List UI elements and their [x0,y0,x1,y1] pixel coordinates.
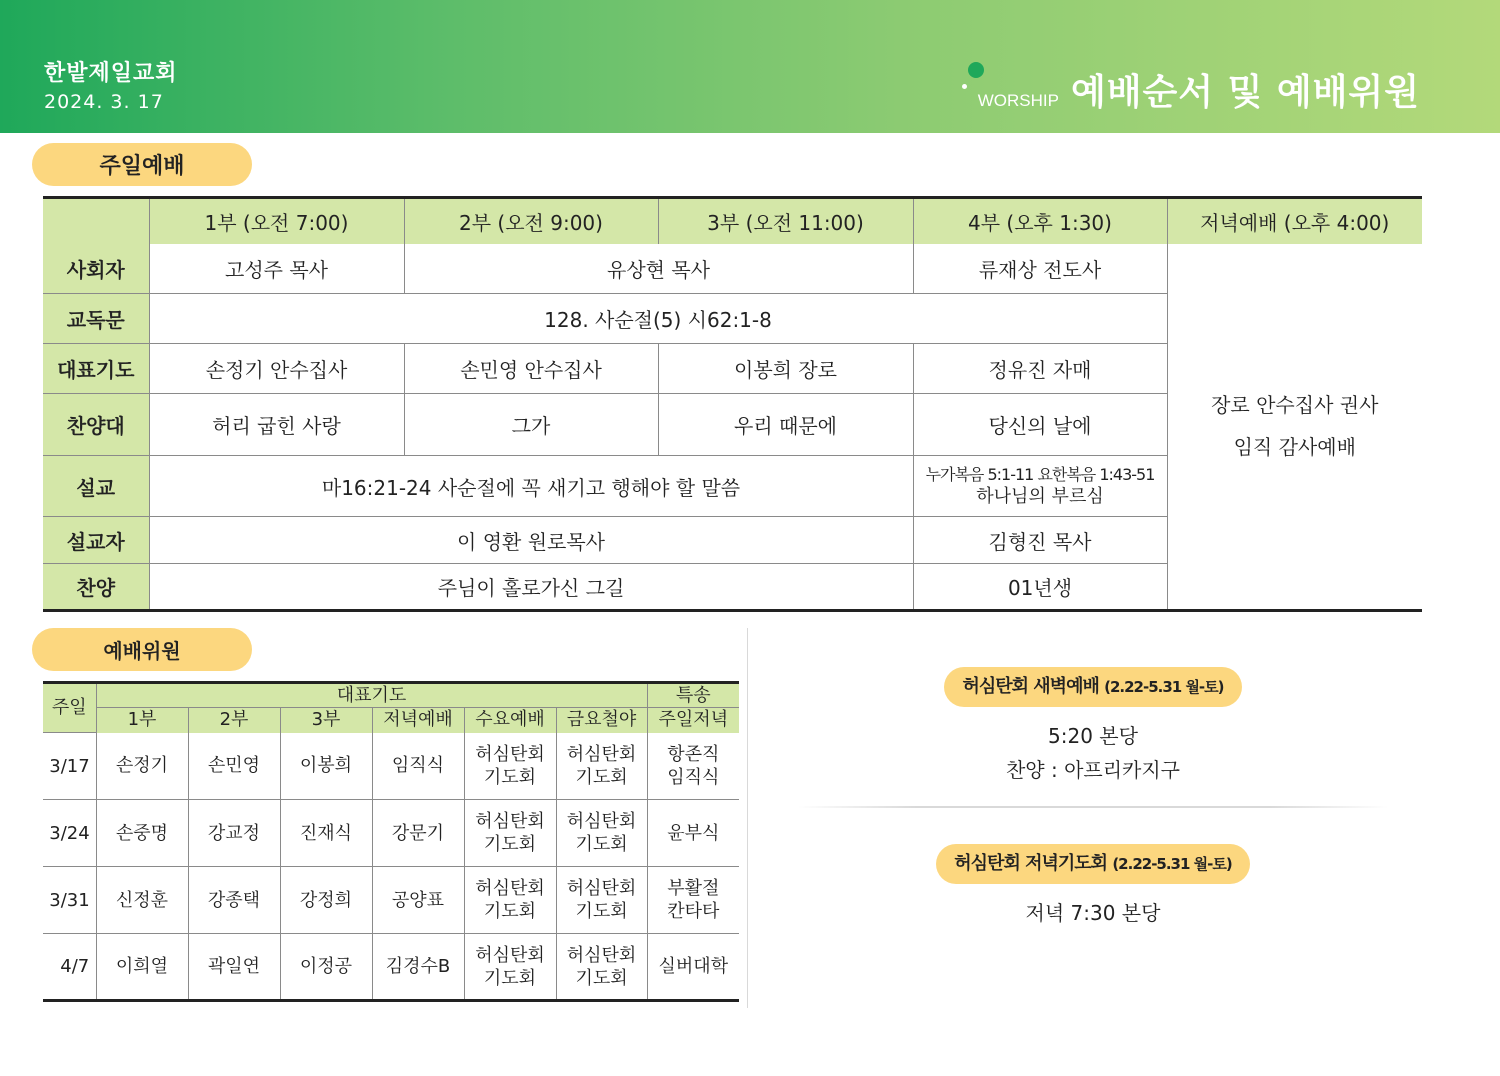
date-text: 3/24 [49,822,90,844]
cell-line: 칸타타 [667,901,720,922]
horizontal-divider [798,806,1388,808]
table-row [43,800,739,867]
cell [556,733,647,800]
cell-line: 기도회 [483,766,537,788]
cell: 손중명 [96,800,188,867]
column-header: 3부 [280,708,372,733]
cell: 마16:21-24 사순절에 꼭 새기고 행해야 할 말씀 [149,456,913,517]
page-header [0,0,1500,133]
dawn-service-details [798,719,1388,787]
cell: 강정희 [280,867,372,934]
cell-line: 기도회 [575,766,628,788]
table-row [43,244,1422,294]
evening-prayer-period: (2.22-5.31 월-토) [1112,855,1232,873]
green-dot-icon [968,62,984,78]
date-text: 4/7 [60,956,90,977]
row-label: 찬양대 [43,394,149,456]
cell: 손민영 안수집사 [404,344,658,394]
cell: 공양표 [372,867,464,934]
cell-line: 허심탄회 [566,811,637,832]
date-cell [43,867,96,934]
cell: 윤부식 [647,800,739,867]
row-label: 사회자 [43,244,149,294]
cell [647,867,739,934]
cell-line: 임직식 [667,766,720,788]
column-header: 주일저녁 [647,708,739,733]
column-header: 저녁예배 [372,708,464,733]
table-header-row [43,198,1422,244]
cell: 128. 사순절(5) 시62:1-8 [149,294,1167,344]
cell-line: 허심탄회 [475,878,545,899]
sermon-title: 하나님의 부르심 [976,486,1104,507]
sermon-4-cell [913,456,1167,517]
date-cell [43,934,96,1001]
church-name: 한밭제일교회 [44,61,178,86]
worship-committee-table [43,681,739,1002]
date-cell [43,800,96,867]
page-title-group [978,64,1420,115]
table-row [43,867,739,934]
cell-line: 허심탄회 [475,743,545,765]
cell-line: 항존직 [667,743,720,765]
cell: 고성주 목사 [149,244,404,294]
worship-committee-label: 예배위원 [32,628,252,671]
cell [556,934,647,1001]
table-row [43,733,739,800]
cell: 유상현 목사 [404,244,913,294]
column-header: 4부 (오후 1:30) [913,198,1167,244]
cell [647,733,739,800]
evening-prayer-notice [798,844,1388,930]
cell: 강종택 [188,867,280,934]
column-header: 2부 [188,708,280,733]
vertical-divider [747,628,748,1008]
cell: 임직식 [372,733,464,800]
evening-line: 임직 감사예배 [1233,435,1356,460]
dawn-service-notice [798,667,1388,787]
cell-line: 허심탄회 [566,944,637,966]
cell: 이정공 [280,934,372,1001]
date-text: 3/17 [49,755,90,777]
evening-prayer-title: 허심탄회 저녁기도회 [954,853,1108,874]
cell-line: 허심탄회 [566,878,637,899]
cell-line: 기도회 [483,834,537,855]
cell-line: 기도회 [575,967,628,989]
cell: 김경수B [372,934,464,1001]
bulletin-date: 2024. 3. 17 [44,91,164,113]
cell [464,800,556,867]
cell: 01년생 [913,564,1167,611]
cell-line: 허심탄회 [566,743,637,765]
cell: 이 영환 원로목사 [149,517,913,564]
cell: 손정기 안수집사 [149,344,404,394]
worship-label: WORSHIP [977,91,1059,110]
table-subheader-row [43,708,739,733]
cell: 이희열 [96,934,188,1001]
date-cell [43,733,96,800]
week-header: 주일 [43,683,96,733]
cell: 이봉희 [280,733,372,800]
row-label: 찬양 [43,564,149,611]
cell-line: 기도회 [483,901,537,922]
cell [556,867,647,934]
cell: 이봉희 장로 [658,344,913,394]
cell: 류재상 전도사 [913,244,1167,294]
evening-prayer-line: 저녁 7:30 본당 [1025,901,1161,925]
cell: 당신의 날에 [913,394,1167,456]
row-label: 설교 [43,456,149,517]
row-label: 설교자 [43,517,149,564]
cell-line: 허심탄회 [475,944,545,966]
cell: 김형진 목사 [913,517,1167,564]
cell-line: 기도회 [575,901,628,922]
evening-prayer-details [798,896,1388,930]
cell: 강교정 [188,800,280,867]
cell: 손민영 [188,733,280,800]
row-label: 교독문 [43,294,149,344]
cell: 실버대학 [647,934,739,1001]
evening-service-cell [1167,244,1422,611]
cell-line: 허심탄회 [475,811,545,832]
dawn-service-line: 5:20 본당 [1048,724,1138,748]
cell [464,867,556,934]
cell: 허리 굽힌 사랑 [149,394,404,456]
cell [464,733,556,800]
cell: 강문기 [372,800,464,867]
special-header: 특송 [647,683,739,708]
table-header-row [43,683,739,708]
corner-cell [43,198,149,244]
dawn-service-line: 찬양 : 아프리카지구 [1005,758,1180,782]
evening-line: 장로 안수집사 권사 [1211,393,1379,418]
column-header: 2부 (오전 9:00) [404,198,658,244]
cell [464,934,556,1001]
cell: 곽일연 [188,934,280,1001]
column-header: 1부 (오전 7:00) [149,198,404,244]
sunday-worship-table [43,196,1422,612]
white-dot-icon [962,84,967,89]
cell: 손정기 [96,733,188,800]
cell: 그가 [404,394,658,456]
column-header: 금요철야 [556,708,647,733]
cell: 진재식 [280,800,372,867]
column-header: 저녁예배 (오후 4:00) [1167,198,1422,244]
column-header: 수요예배 [464,708,556,733]
cell-line: 기도회 [575,834,628,855]
cell: 정유진 자매 [913,344,1167,394]
evening-prayer-title-pill [936,844,1249,884]
dawn-service-period: (2.22-5.31 월-토) [1104,678,1224,696]
cell: 주님이 홀로가신 그길 [149,564,913,611]
cell [556,800,647,867]
row-label: 대표기도 [43,344,149,394]
dawn-service-title: 허심탄회 새벽예배 [962,676,1099,697]
page-title: 예배순서 및 예배위원 [1070,72,1420,113]
sunday-worship-label: 주일예배 [32,143,252,186]
date-text: 3/31 [49,889,90,911]
cell: 우리 때문에 [658,394,913,456]
cell-line: 부활절 [667,878,720,899]
table-row [43,934,739,1001]
column-header: 3부 (오전 11:00) [658,198,913,244]
sermon-scripture: 누가복음 5:1-11 요한복음 1:43-51 [925,465,1155,484]
cell: 신정훈 [96,867,188,934]
column-header: 1부 [96,708,188,733]
dawn-service-title-pill [944,667,1241,707]
prayer-group-header: 대표기도 [96,683,647,708]
cell-line: 기도회 [483,967,537,989]
